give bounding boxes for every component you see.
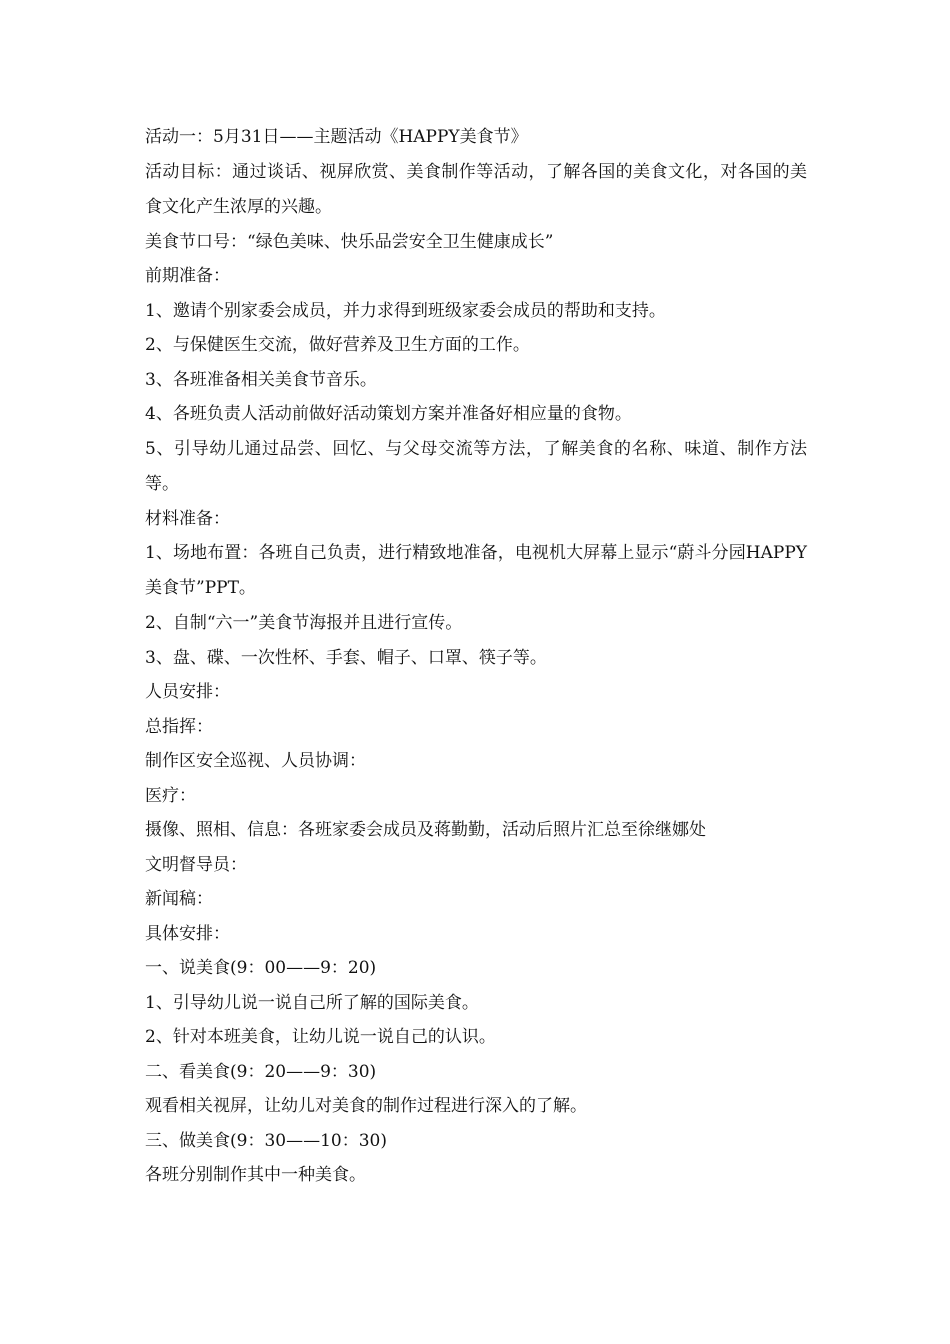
staff-photo-info: 摄像、照相、信息：各班家委会成员及蒋勤勤，活动后照片汇总至徐继娜处	[145, 820, 706, 840]
document-body	[145, 120, 807, 1193]
slogan-line: 美食节口号：“绿色美味、快乐品尝安全卫生健康成长”	[145, 231, 554, 252]
schedule-section-2-text: 观看相关视屏，让幼儿对美食的制作过程进行深入的了解。	[145, 1096, 587, 1116]
preparation-item-2: 2、与保健医生交流，做好营养及卫生方面的工作。	[145, 335, 530, 355]
schedule-section-1-item-2: 2、针对本班美食，让幼儿说一说自己的认识。	[145, 1027, 496, 1047]
schedule-section-3: 三、做美食(9：30——10：30)	[145, 1130, 387, 1151]
preparation-item-1: 1、邀请个别家委会成员，并力求得到班级家委会成员的帮助和支持。	[145, 300, 666, 321]
staff-civility-supervisor: 文明督导员：	[145, 854, 247, 875]
materials-item-3: 3、盘、碟、一次性杯、手套、帽子、口罩、筷子等。	[145, 647, 547, 668]
schedule-section-3-text: 各班分别制作其中一种美食。	[145, 1165, 366, 1185]
schedule-section-1: 一、说美食(9：00——9：20)	[145, 958, 377, 978]
activity-goal-paragraph: 活动目标：通过谈话、视屏欣赏、美食制作等活动，了解各国的美食文化，对各国的美食文化产生浓厚的兴趣。	[145, 161, 807, 217]
schedule-section-1-item-1: 1、引导幼儿说一说自己所了解的国际美食。	[145, 992, 479, 1013]
materials-item-1: 1、场地布置：各班自己负责，进行精致地准备，电视机大屏幕上显示“蔚斗分园HAPPY美食节”PPT。	[145, 543, 807, 598]
materials-heading: 材料准备：	[145, 508, 230, 529]
staff-safety-patrol: 制作区安全巡视、人员协调：	[145, 751, 366, 771]
preparation-item-4: 4、各班负责人活动前做好活动策划方案并准备好相应量的食物。	[145, 404, 632, 424]
schedule-heading: 具体安排：	[145, 923, 230, 944]
preparation-heading: 前期准备：	[145, 266, 230, 286]
materials-item-2: 2、自制“六一”美食节海报并且进行宣传。	[145, 613, 463, 633]
activity-title: 活动一：5月31日——主题活动《HAPPY美食节》	[145, 127, 528, 147]
schedule-section-2: 二、看美食(9：20——9：30)	[145, 1061, 377, 1082]
staff-heading: 人员安排：	[145, 682, 230, 702]
staff-medical: 医疗：	[145, 785, 196, 806]
staff-news-release: 新闻稿：	[145, 889, 213, 909]
staff-commander: 总指挥：	[145, 716, 213, 737]
preparation-item-3: 3、各班准备相关美食节音乐。	[145, 369, 377, 390]
preparation-item-5: 5、引导幼儿通过品尝、回忆、与父母交流等方法，了解美食的名称、味道、制作方法等。	[145, 438, 807, 494]
